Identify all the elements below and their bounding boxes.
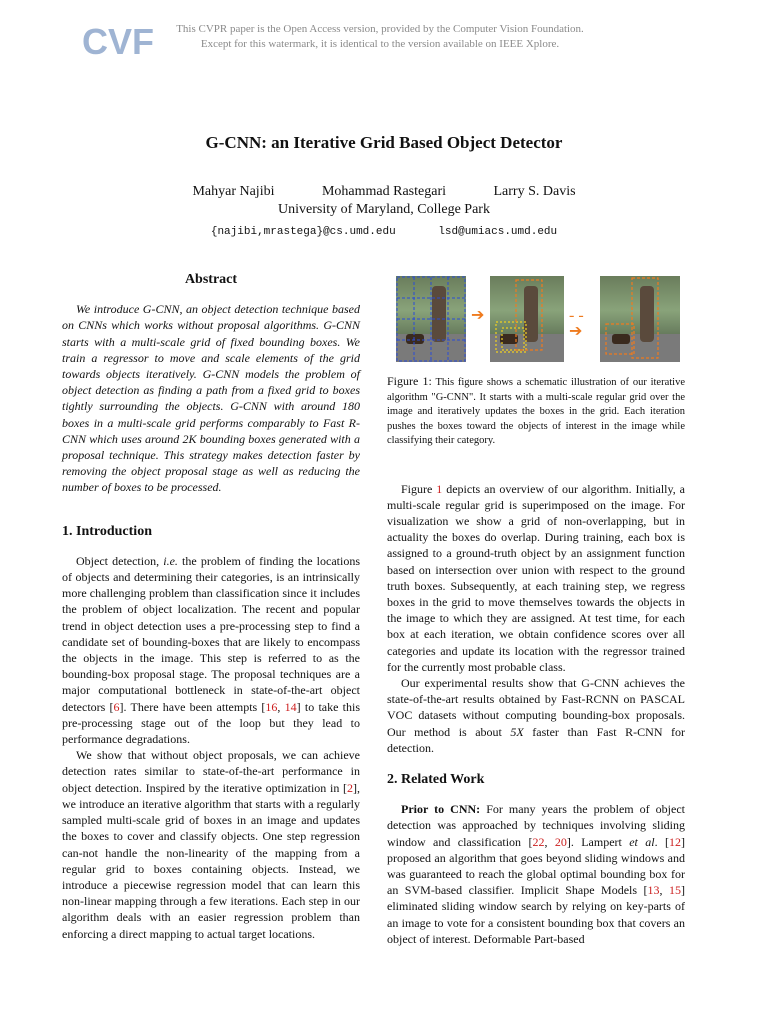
arrow-right-icon: ➔ xyxy=(471,307,485,324)
author-name: Mohammad Rastegari xyxy=(321,184,446,199)
watermark-text xyxy=(160,22,600,52)
right-column xyxy=(387,272,685,947)
figure-1-caption: Figure 1: This figure shows a schematic illustration of our iterative algorithm "G-CNN". It starts with a multi-scale regular grid over the image and iteratively updates the boxes in the grid. Each iteration pushes the boxes toward the objects of interest in the image while classifying their category. xyxy=(387,374,685,446)
left-column xyxy=(62,272,360,942)
citation-link[interactable]: 16 xyxy=(265,699,278,714)
citation-link[interactable]: 13 xyxy=(647,883,660,898)
overview-paragraph: Figure 1 depicts an overview of our algorithm. Initially, a multi-scale regular grid is superimposed on the image. For visualization we show a grid of non-overlapping, but in actuality the boxes do overlap. During training, each box is assigned to a ground-truth object by an assignment function based on intersection over union with respect to the ground truth boxes. Subsequently, at each training step, we regress boxes in the grid to move themselves towards the objects in the image to which they are assigned. At test time, for each box at each iteration, we obtain confidence scores over all categories and update its location with the regressor trained for the currently most probable class. xyxy=(387,481,685,674)
citation-link[interactable]: 14 xyxy=(284,699,297,714)
email-address: lsd@umiacs.umd.edu xyxy=(438,226,558,238)
figure-image-intermediate xyxy=(490,276,564,362)
citation-link[interactable]: 12 xyxy=(668,834,681,849)
author-name: Larry S. Davis xyxy=(493,184,576,199)
citation-link[interactable]: 15 xyxy=(669,883,681,898)
citation-link[interactable]: 2 xyxy=(347,780,353,795)
title-block xyxy=(0,133,768,238)
intro-heading: 1. Introduction xyxy=(62,523,152,539)
citation-link[interactable]: 22 xyxy=(532,834,545,849)
figure-image-initial-grid xyxy=(396,276,466,362)
figure-image-final xyxy=(600,276,680,362)
svg-text:CVF: CVF xyxy=(82,21,154,62)
figure-label: Figure 1: xyxy=(387,374,432,388)
dashed-arrow-icon: - - ➔ xyxy=(569,307,584,341)
related-work-paragraph: Prior to CNN: For many years the problem of object detection was approached by techniques involving sliding window and classification [22, 20]. Lampert et al. [12] proposed an algorithm that goes beyond sliding windows and was guaranteed to reach the global optimal bounding box for an SVM-based classifier. Implicit Shape Models [13, 15] eliminated sliding window search by relying on key-parts of an image to vote for a consistent bounding box that covers an object of interest. Deformable Part-based xyxy=(387,802,685,946)
watermark-line-1: This CVPR paper is the Open Access version, provided by the Computer Vision Foundation. xyxy=(176,23,584,35)
email-address: {najibi,mrastega}@cs.umd.edu xyxy=(210,226,396,238)
watermark-line-2: Except for this watermark, it is identical to the version available on IEEE Xplore. xyxy=(200,38,560,50)
figure-1 xyxy=(387,272,685,368)
abstract-heading: Abstract xyxy=(184,272,238,287)
paper-title: G-CNN: an Iterative Grid Based Object Detector xyxy=(205,133,563,152)
intro-paragraph-1: Object detection, i.e. the problem of finding the locations of objects and determining their categories, is an intrinsically more challenging problem than classification since it includes the problem of object localization. The recent and popular trend in object detection uses a pre-processing step to find a candidate set of bounding-boxes that are likely to encompass the objects in the image. This step is referred to as the bounding-box proposal stage. The proposal techniques are a major computational bottleneck in state-of-the-art object detectors [6]. There have been attempts [16, 14] to take this pre-processing stage out of the loop but they lead to performance degradations. xyxy=(62,553,361,747)
intro-paragraph-2: We show that without object proposals, we can achieve detection rates similar to state-of-the-art performance in object detection. Inspired by the iterative optimization in [2], we introduce an iterative algorithm that starts with a regularly sampled multi-scale grid of boxes in an image and updates the boxes to cover and classify objects. One step regression can-not handle the non-linearity of the mapping from a regular grid to boxes containing objects. Instead, we introduce a piecewise regression model that can learn this non-linear mapping through a few iterations. Each step in our algorithm deals with an easier regression problem than enforcing a direct mapping to actual target locations. xyxy=(62,748,360,941)
related-work-heading: 2. Related Work xyxy=(387,771,485,787)
author-emails xyxy=(0,226,768,238)
author-list xyxy=(0,184,768,200)
cvf-logo xyxy=(80,18,154,62)
abstract-text: We introduce G-CNN, an object detection technique based on CNNs which works without proposal algorithms. G-CNN starts with a multi-scale grid of fixed bounding boxes. We train a regressor to move and scale elements of the grid towards objects iteratively. G-CNN models the problem of object detection as finding a path from a fixed grid to boxes tightly surrounding the objects. G-CNN with around 180 boxes in a multi-scale grid performs comparably to Fast R-CNN which uses around 2K bounding boxes generated with a proposal technique. This strategy makes detection faster by removing the object proposal stage as well as reducing the number of boxes to be processed. xyxy=(62,302,360,495)
figure-ref-link[interactable]: 1 xyxy=(436,481,443,496)
open-access-watermark xyxy=(0,18,768,64)
citation-link[interactable]: 20 xyxy=(554,834,567,849)
affiliation: University of Maryland, College Park xyxy=(278,202,490,217)
citation-link[interactable]: 6 xyxy=(113,699,120,714)
author-name: Mahyar Najibi xyxy=(192,184,275,199)
results-paragraph: Our experimental results show that G-CNN achieves the state-of-the-art results obtained by Fast-RCNN on PASCAL VOC datasets without computing bounding-box proposals. Our method is about 5X faster than Fast R-CNN for detection. xyxy=(387,675,685,755)
